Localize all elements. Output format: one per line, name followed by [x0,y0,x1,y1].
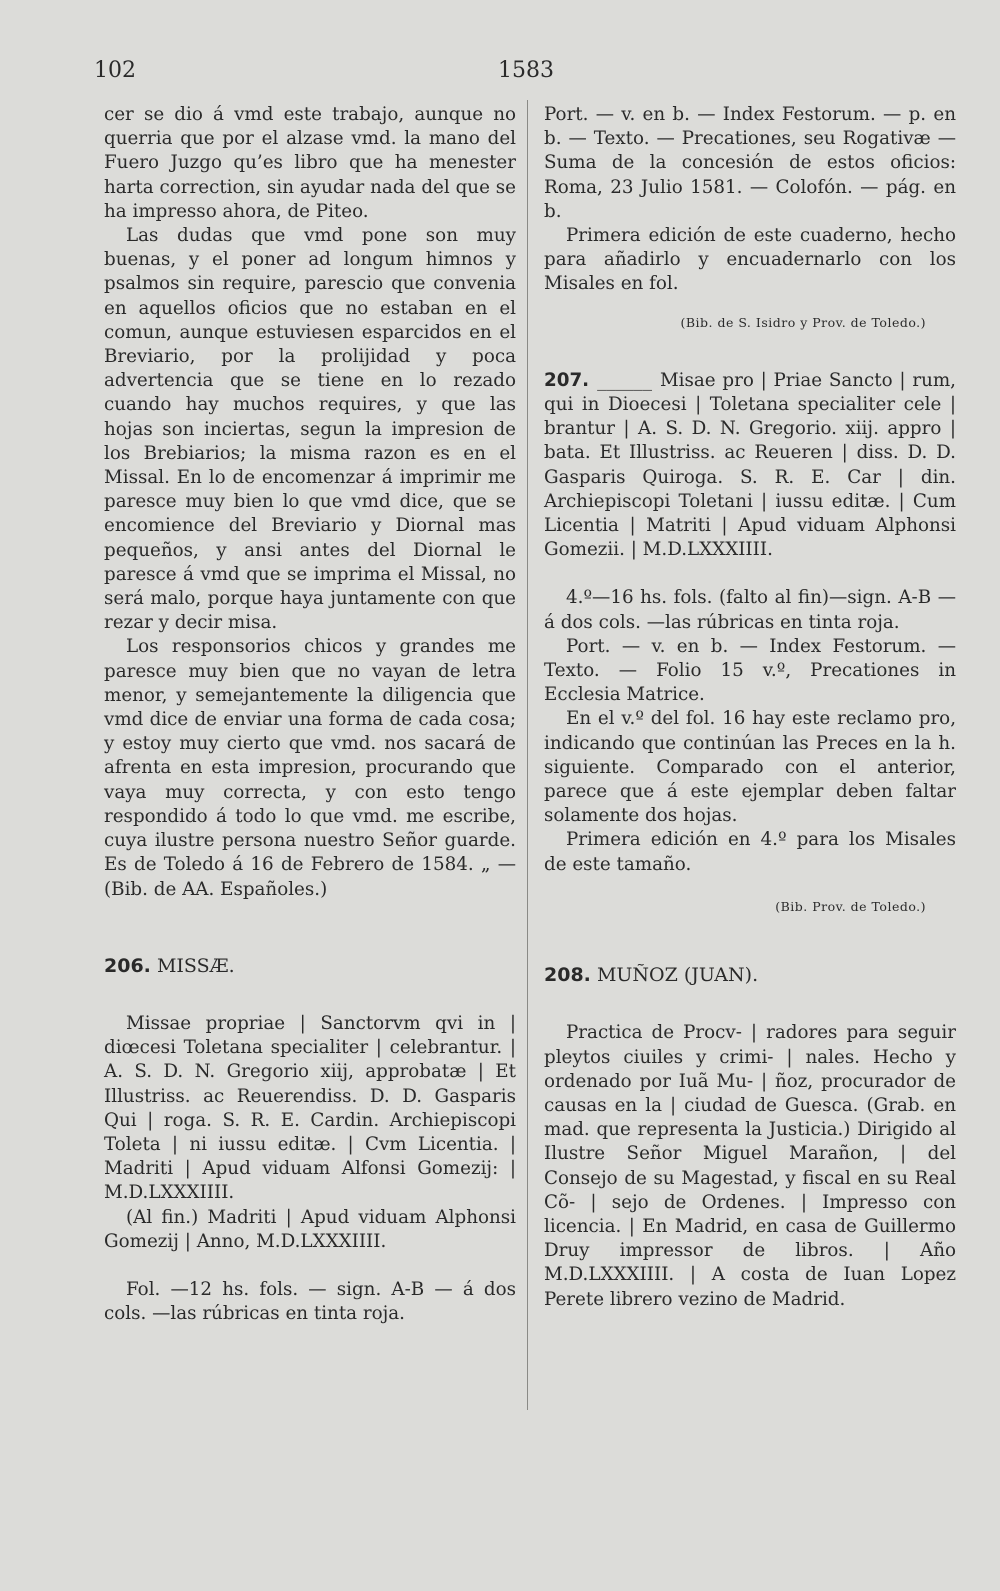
continued-description: Port. — v. en b. — Index Festorum. — p. en b. — Texto. — Precationes, seu Rogativæ — Suma de la concesión de estos oficios: Roma, 23 Julio 1581. — Colofón. — pág. en b. [544,104,956,222]
entry-description: 4.º—16 hs. fols. (falto al fin)—sign. A-B — á dos cols. —las rúbricas en tinta roja. [544,587,956,633]
entry-title: Practica de Procv- | radores para seguir pleytos ciuiles y crimi- | nales. Hecho y ordenado por Iuã Mu- | ñoz, procurador de causas en la | ciudad de Guesca. (Grab. en mad. que representa la Justicia.) Dirigido al Ilustre Señor Miguel Marañon, | del Consejo de su Magestad, y fiscal en su Real Cõ- | sejo de Ordenes. | Impresso con licencia. | En Madrid, en casa de Guillermo Druy impressor de libros. | Año M.D.LXXXIIII. | A costa de Iuan Lopez Perete librero vezino de Madrid. [544,1022,956,1310]
entry-number: 206. [104,954,151,977]
letter-paragraph: Los responsorios chicos y grandes me paresce muy bien que no vayan de letra menor, y semejantemente la diligencia que vmd dice de enviar una forma de cada cosa; y estoy muy cierto que vmd. nos sacará de afrenta en esta impresion, procurando que vaya muy correcta, y con esto tengo respondido á todo lo que vmd. me escribe, cuya ilustre persona nuestro Señor guarde. Es de Toledo á 16 de Febrero de 1584. „ —(Bib. de AA. Españoles.) [104,636,516,900]
continued-note: Primera edición de este cuaderno, hecho para añadirlo y encuadernarlo con los Misales en fol. [544,225,956,295]
entry-title: Misae pro | Priae Sancto | rum, qui in Dioecesi | Toletana specialiter cele | brantur | A. S. D. N. Gregorio. xiij. appro | bata. Et Illustriss. ac Reueren | diss. D. D. Gasparis Quiroga. S. R. E. Car | din. Archiepiscopi Toletani | iussu editæ. | Cum Licentia | Matriti | Apud viduam Alphonsi Gomezii. | M.D.LXXXIIII. [544,369,956,561]
entry-206-heading [104,954,516,978]
letter-paragraph: Las dudas que vmd pone son muy buenas, y el poner ad longum himnos y psalmos sin require, parescio que convenia en aquellos oficios que no estaban en el comun, aunque estuviesen esparcidos en el Breviario, por la prolijidad y poca advertencia que se tiene en lo rezado cuando hay muchos requires, y que las hojas son inciertas, segun la impresion de los Brebiarios; la misma razon es en el Missal. En lo de encomenzar á imprimir me paresce muy bien lo que vmd dice, que se encomience del Breviario y Diornal mas pequeños, y ansi antes del Diornal le paresce á vmd que se imprima el Missal, no será malo, porque haya juntamente con que rezar y decir misa. [104,225,516,634]
entry-description: Port. — v. en b. — Index Festorum. — Texto. — Folio 15 v.º, Precationes in Ecclesia Matrice. [544,635,956,706]
entry-heading: MUÑOZ (JUAN). [596,964,759,987]
right-column [544,103,956,1312]
entry-colophon: (Al fin.) Madriti | Apud viduam Alphonsi Gomezij | Anno, M.D.LXXXIIII. [104,1206,516,1252]
left-column [104,103,516,1326]
entry-description: En el v.º del fol. 16 hay este reclamo pro, indicando que continúan las Preces en la h. siguiente. Comparado con el anterior, parece que á este ejemplar deben faltar solamente dos hojas. [544,708,956,827]
page-number: 102 [94,58,136,83]
entry-208-heading [544,963,956,987]
entry-number: 207. [544,369,590,391]
source-citation: (Bib. de S. Isidro y Prov. de Toledo.) [680,314,926,330]
entry-description: Primera edición en 4.º para los Misales de este tamaño. [544,829,956,875]
running-year: 1583 [498,58,554,83]
entry-heading: MISSÆ. [156,954,235,977]
column-divider [527,100,528,1410]
entry-number: 208. [544,964,591,987]
letter-paragraph: cer se dio á vmd este trabajo, aunque no querria que por el alzase vmd. la mano del Fuero Juzgo qu’es libro que ha menester harta correction, sin ayudar nada del que se ha impresso ahora, de Piteo. [104,104,516,222]
entry-207-title: 207. ______ Misae pro | Priae Sancto | rum, qui in Dioecesi | Toletana specialiter cele | brantur | A. S. D. N. Gregorio. xiij. appro | bata. Et Illustriss. ac Reueren | diss. D. D. Gasparis Quiroga. S. R. E. Car | din. Archiepiscopi Toletani | iussu editæ. | Cum Licentia | Matriti | Apud viduam Alphonsi Gomezii. | M.D.LXXXIIII. [544,369,956,561]
source-citation: (Bib. Prov. de Toledo.) [775,898,926,914]
entry-description: Fol. —12 hs. fols. — sign. A-B — á dos cols. —las rúbricas en tinta roja. [104,1278,516,1325]
entry-title: Missae propriae | Sanctorvm qvi in | diœcesi Toletana specialiter | celebrantur. | A. S. D. N. Gregorio xiij, approbatæ | Et Illustriss. ac Reuerendiss. D. D. Gasparis Qui | roga. S. R. E. Cardin. Archiepiscopi Toleta | ni iussu editæ. | Cvm Licentia. | Madriti | Apud viduam Alfonsi Gomezij: | M.D.LXXXIIII. [104,1012,516,1204]
